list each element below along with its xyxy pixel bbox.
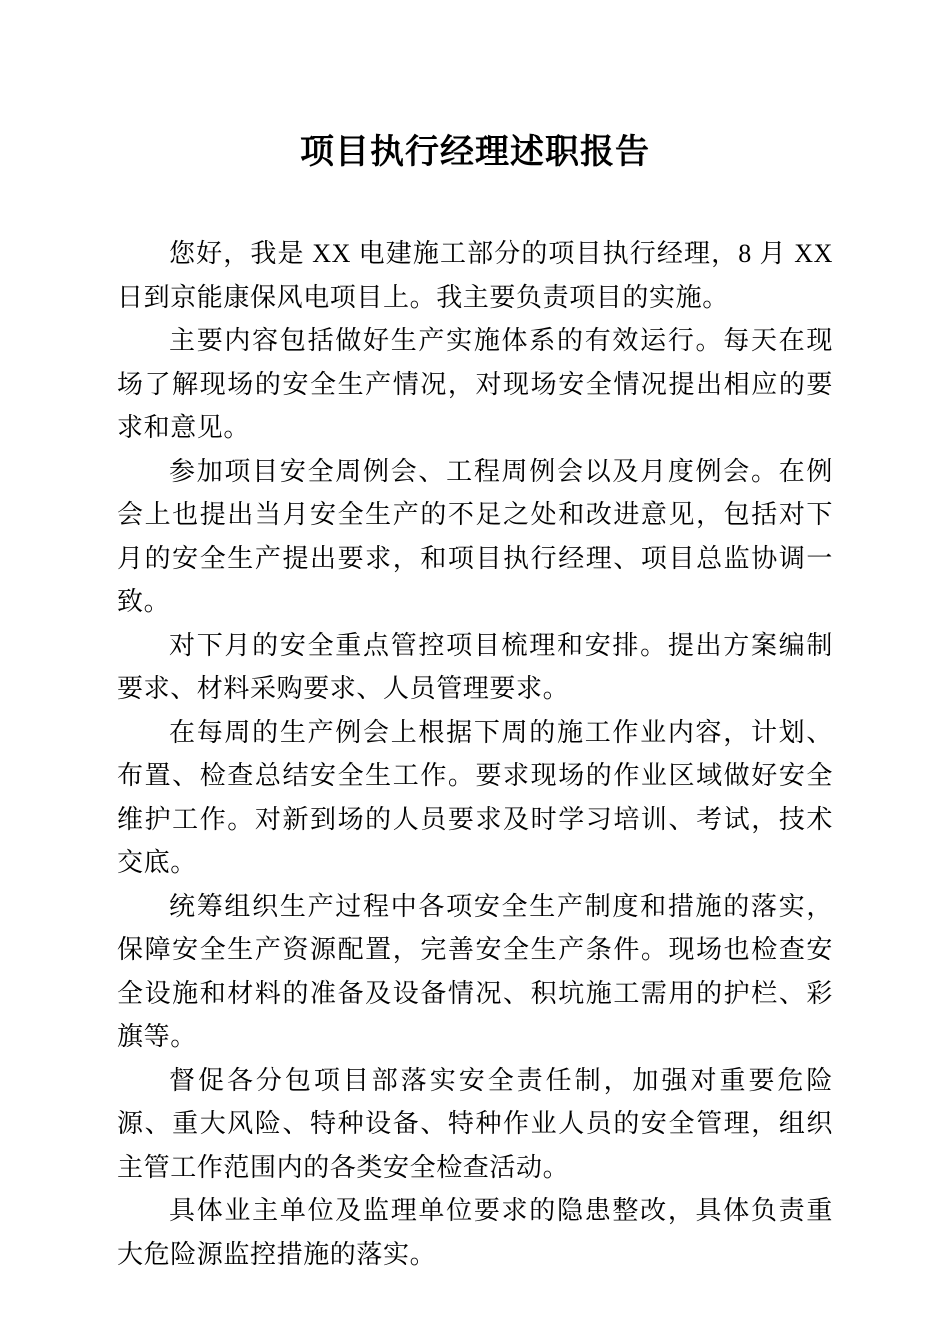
paragraph-coordination: 统筹组织生产过程中各项安全生产制度和措施的落实，保障安全生产资源配置，完善安全生产条件。现场也检查安全设施和材料的准备及设备情况、积坑施工需用的护栏、彩旗等。 — [117, 891, 833, 1051]
paragraph-weekly-production: 在每周的生产例会上根据下周的施工作业内容，计划、布置、检查总结安全生工作。要求现场的作业区域做好安全维护工作。对新到场的人员要求及时学习培训、考试，技术交底。 — [117, 717, 833, 877]
document-body — [117, 232, 833, 1276]
paragraph-meetings: 参加项目安全周例会、工程周例会以及月度例会。在例会上也提出当月安全生产的不足之处和改进意见，包括对下月的安全生产提出要求，和项目执行经理、项目总监协调一致。 — [117, 456, 833, 616]
paragraph-main-duties: 主要内容包括做好生产实施体系的有效运行。每天在现场了解现场的安全生产情况，对现场安全情况提出相应的要求和意见。 — [117, 326, 833, 442]
paragraph-intro: 您好，我是 XX 电建施工部分的项目执行经理，8 月 XX 日到京能康保风电项目上。我主要负责项目的实施。 — [117, 239, 833, 312]
paragraph-rectification: 具体业主单位及监理单位要求的隐患整改，具体负责重大危险源监控措施的落实。 — [117, 1196, 833, 1269]
paragraph-monthly-planning: 对下月的安全重点管控项目梳理和安排。提出方案编制要求、材料采购要求、人员管理要求。 — [117, 630, 833, 703]
document-title: 项目执行经理述职报告 — [300, 134, 650, 171]
paragraph-supervision: 督促各分包项目部落实安全责任制，加强对重要危险源、重大风险、特种设备、特种作业人员的安全管理，组织主管工作范围内的各类安全检查活动。 — [117, 1065, 833, 1182]
